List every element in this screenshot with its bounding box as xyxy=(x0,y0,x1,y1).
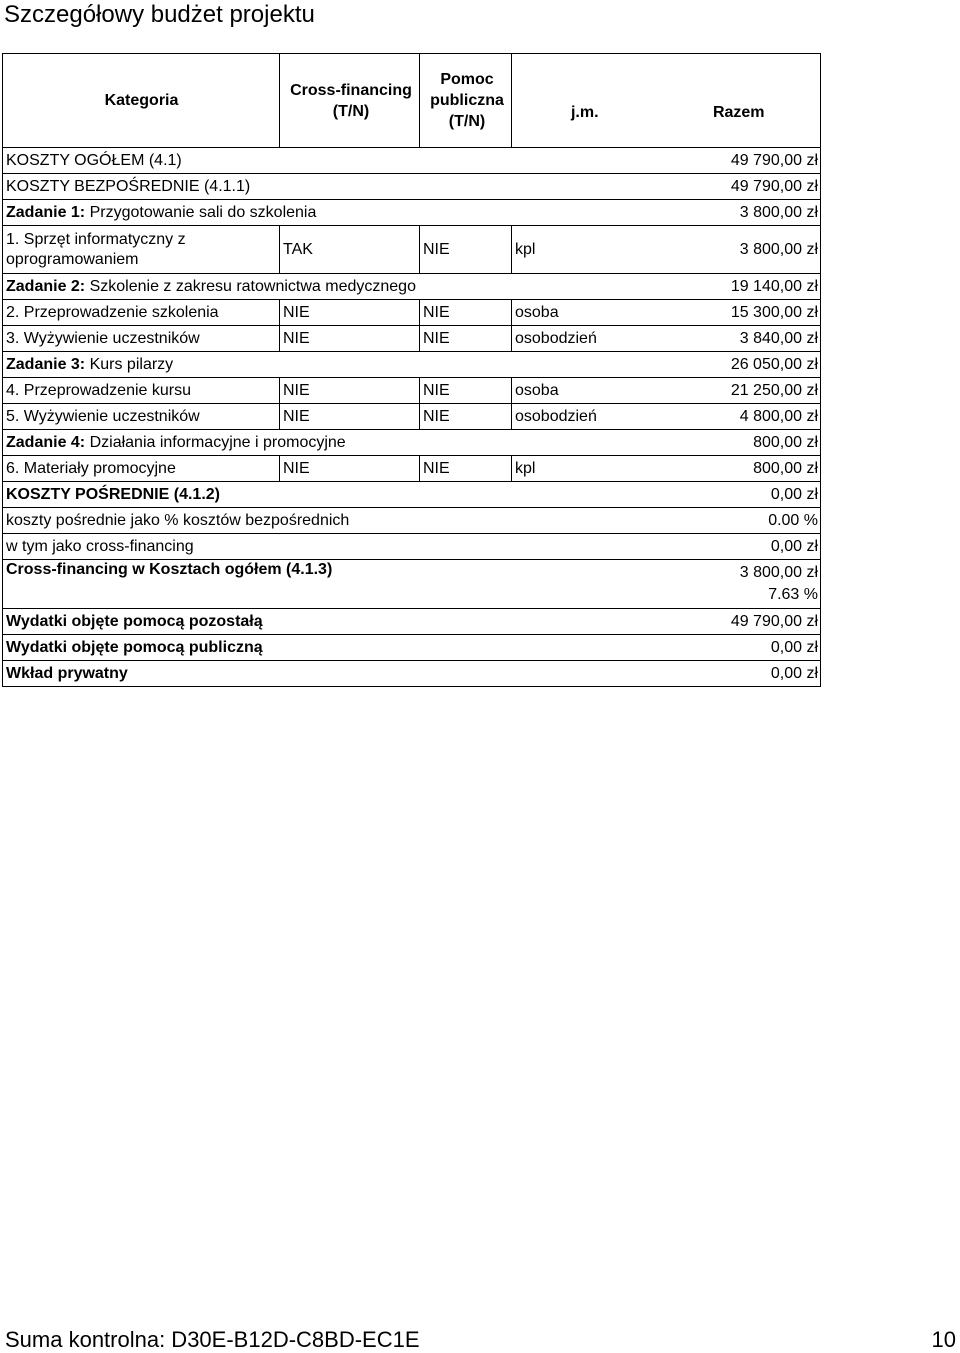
row-pomoc-publiczna: NIE xyxy=(420,404,512,430)
table-row xyxy=(3,378,821,404)
row-value-percent: 7.63 % xyxy=(768,586,818,603)
row-value: 49 790,00 zł xyxy=(657,174,821,200)
row-cross-financing: NIE xyxy=(280,456,420,482)
page-title: Szczegółowy budżet projektu xyxy=(4,1,315,28)
header-cross-financing xyxy=(280,54,420,148)
row-jm: osoba xyxy=(512,300,657,326)
table-row xyxy=(3,300,821,326)
row-label: w tym jako cross-financing xyxy=(3,534,657,560)
row-cross-financing: TAK xyxy=(280,226,420,274)
row-label: Wydatki objęte pomocą pozostałą xyxy=(3,609,657,635)
row-pomoc-publiczna: NIE xyxy=(420,326,512,352)
row-value: 0,00 zł xyxy=(657,482,821,508)
table-row xyxy=(3,200,821,226)
table-row xyxy=(3,404,821,430)
row-label: koszty pośrednie jako % kosztów bezpośrednich xyxy=(3,508,657,534)
row-cross-financing: NIE xyxy=(280,300,420,326)
table-row xyxy=(3,560,821,609)
row-label xyxy=(3,482,657,508)
table-row xyxy=(3,326,821,352)
table-row xyxy=(3,148,821,174)
row-value: 3 800,00 zł xyxy=(657,226,821,274)
row-value xyxy=(657,560,821,609)
task-prefix: Zadanie 1: xyxy=(6,203,86,221)
table-row xyxy=(3,609,821,635)
table-row xyxy=(3,430,821,456)
row-label: 2. Przeprowadzenie szkolenia xyxy=(3,300,280,326)
row-value: 4 800,00 zł xyxy=(657,404,821,430)
header-kategoria: Kategoria xyxy=(3,54,280,148)
row-value: 3 800,00 zł xyxy=(657,200,821,226)
header-pomoc-publiczna xyxy=(420,54,512,148)
task-prefix: Zadanie 2: xyxy=(6,277,86,295)
task-label: Przygotowanie sali do szkolenia xyxy=(85,203,317,221)
row-jm: kpl xyxy=(512,226,657,274)
header-cross-financing-text: Cross-financing (T/N) xyxy=(290,81,412,120)
row-jm: osobodzień xyxy=(512,326,657,352)
row-pomoc-publiczna: NIE xyxy=(420,378,512,404)
row-label: 3. Wyżywienie uczestników xyxy=(3,326,280,352)
task-prefix: Zadanie 4: xyxy=(6,433,86,451)
table-row xyxy=(3,661,821,687)
row-cross-financing: NIE xyxy=(280,404,420,430)
table-row xyxy=(3,635,821,661)
row-value: 15 300,00 zł xyxy=(657,300,821,326)
header-razem: Razem xyxy=(657,54,821,148)
row-value: 19 140,00 zł xyxy=(657,274,821,300)
task-prefix: Zadanie 3: xyxy=(6,355,86,373)
row-label: KOSZTY BEZPOŚREDNIE (4.1.1) xyxy=(3,174,657,200)
row-value: 26 050,00 zł xyxy=(657,352,821,378)
header-pomoc-publiczna-text: Pomoc publiczna (T/N) xyxy=(430,71,504,130)
row-label: 6. Materiały promocyjne xyxy=(3,456,280,482)
row-value: 800,00 zł xyxy=(657,430,821,456)
checksum: Suma kontrolna: D30E-B12D-C8BD-EC1E xyxy=(5,1327,420,1352)
page-number: 10 xyxy=(931,1327,956,1352)
row-value-amount: 3 800,00 zł xyxy=(739,564,818,581)
task-label: Szkolenie z zakresu ratownictwa medycznego xyxy=(85,277,416,295)
table-row xyxy=(3,274,821,300)
row-label xyxy=(3,352,657,378)
row-pomoc-publiczna: NIE xyxy=(420,456,512,482)
row-jm: osoba xyxy=(512,378,657,404)
row-pomoc-publiczna: NIE xyxy=(420,226,512,274)
table-row xyxy=(3,456,821,482)
row-value: 49 790,00 zł xyxy=(657,148,821,174)
row-label xyxy=(3,274,657,300)
section-label: (4.1.2) xyxy=(169,485,220,503)
row-value: 3 840,00 zł xyxy=(657,326,821,352)
row-value: 800,00 zł xyxy=(657,456,821,482)
table-row xyxy=(3,352,821,378)
table-row xyxy=(3,508,821,534)
row-value: 0,00 zł xyxy=(657,534,821,560)
row-value: 49 790,00 zł xyxy=(657,609,821,635)
row-label: KOSZTY OGÓŁEM (4.1) xyxy=(3,148,657,174)
row-cross-financing: NIE xyxy=(280,326,420,352)
row-value: 0,00 zł xyxy=(657,661,821,687)
row-jm: kpl xyxy=(512,456,657,482)
row-label: Wkład prywatny xyxy=(3,661,657,687)
header-jm: j.m. xyxy=(512,54,657,148)
row-value: 21 250,00 zł xyxy=(657,378,821,404)
budget-table xyxy=(2,53,821,687)
table-row xyxy=(3,174,821,200)
row-label: 1. Sprzęt informatyczny z oprogramowaniem xyxy=(3,226,280,274)
table-row xyxy=(3,226,821,274)
row-value: 0,00 zł xyxy=(657,635,821,661)
task-label: Działania informacyjne i promocyjne xyxy=(85,433,346,451)
row-label: Cross-financing w Kosztach ogółem (4.1.3) xyxy=(3,560,657,609)
table-row xyxy=(3,482,821,508)
row-label: Wydatki objęte pomocą publiczną xyxy=(3,635,657,661)
table-row xyxy=(3,534,821,560)
row-jm: osobodzień xyxy=(512,404,657,430)
row-value: 0.00 % xyxy=(657,508,821,534)
row-label: 4. Przeprowadzenie kursu xyxy=(3,378,280,404)
row-label xyxy=(3,430,657,456)
section-prefix: KOSZTY POŚREDNIE xyxy=(6,485,170,503)
row-label: 5. Wyżywienie uczestników xyxy=(3,404,280,430)
task-label: Kurs pilarzy xyxy=(85,355,174,373)
table-header-row xyxy=(3,54,821,148)
row-cross-financing: NIE xyxy=(280,378,420,404)
row-pomoc-publiczna: NIE xyxy=(420,300,512,326)
row-label xyxy=(3,200,657,226)
